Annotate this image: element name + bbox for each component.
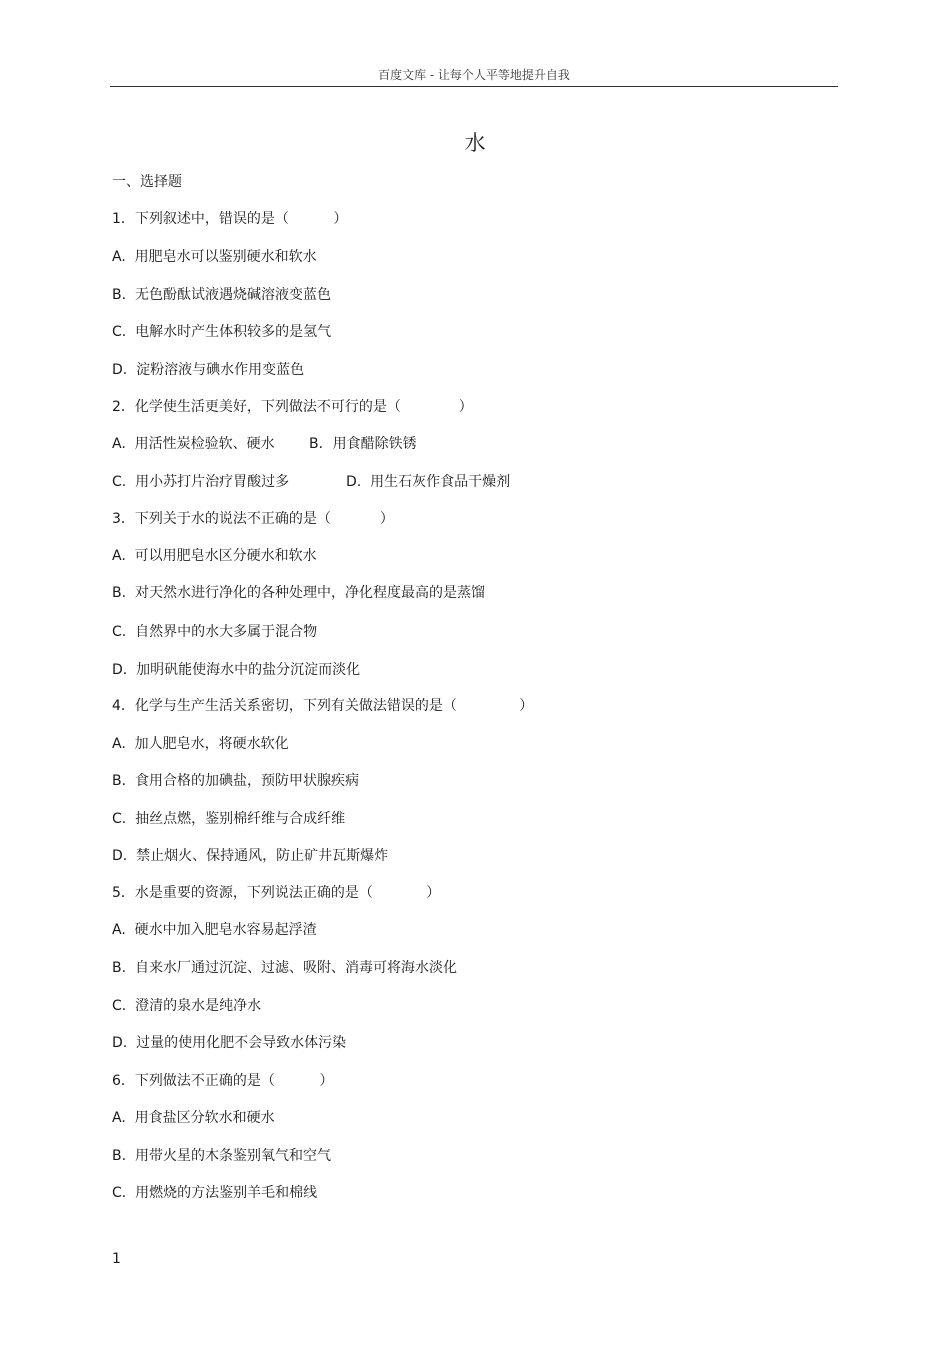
question-1-option-d: D. 淀粉溶液与碘水作用变蓝色 (112, 362, 305, 378)
question-6-option-b: B. 用带火星的木条鉴别氧气和空气 (112, 1148, 331, 1164)
question-1-stem: 1．下列叙述中，错误的是（ ） (112, 211, 348, 227)
question-4-option-b: B. 食用合格的加碘盐，预防甲状腺疾病 (112, 773, 359, 789)
question-5-option-d: D. 过量的使用化肥不会导致水体污染 (112, 1035, 347, 1051)
question-1-option-b: B. 无色酚酞试液遇烧碱溶液变蓝色 (112, 287, 331, 303)
question-3-option-a: A. 可以用肥皂水区分硬水和软水 (112, 548, 317, 564)
question-6-option-c: C. 用燃烧的方法鉴别羊毛和棉线 (112, 1185, 318, 1201)
question-5-option-b: B. 自来水厂通过沉淀、过滤、吸附、消毒可将海水淡化 (112, 960, 457, 976)
question-3-option-c: C. 自然界中的水大多属于混合物 (112, 624, 318, 640)
document-title: 水 (464, 131, 486, 155)
question-5-option-a: A. 硬水中加入肥皂水容易起浮渣 (112, 922, 317, 938)
question-4-option-a: A. 加人肥皂水，将硬水软化 (112, 736, 289, 752)
question-2-option-a: A. 用活性炭检验软、硬水 (112, 436, 275, 452)
question-4-option-d: D. 禁止烟火、保持通风，防止矿井瓦斯爆炸 (112, 848, 389, 864)
question-4-stem: 4．化学与生产生活关系密切，下列有关做法错误的是（ ） (112, 698, 534, 714)
question-3-option-d: D. 加明矾能使海水中的盐分沉淀而淡化 (112, 662, 361, 678)
page-number: 1 (112, 1251, 121, 1267)
question-1-option-c: C. 电解水时产生体积较多的是氢气 (112, 324, 332, 340)
question-2-option-c: C. 用小苏打片治疗胃酸过多 (112, 474, 290, 490)
question-2-option-b: B．用食醋除铁锈 (309, 436, 417, 452)
header-divider (110, 86, 838, 87)
question-1-option-a: A. 用肥皂水可以鉴别硬水和软水 (112, 249, 317, 265)
section-heading: 一、选择题 (112, 174, 182, 190)
question-4-option-c: C. 抽丝点燃，鉴别棉纤维与合成纤维 (112, 811, 346, 827)
question-5-option-c: C. 澄清的泉水是纯净水 (112, 998, 262, 1014)
page-header: 百度文库 - 让每个人平等地提升自我 (378, 68, 570, 82)
question-2-stem: 2．化学使生活更美好，下列做法不可行的是（ ） (112, 399, 473, 415)
question-3-option-b: B. 对天然水进行净化的各种处理中，净化程度最高的是蒸馏 (112, 585, 485, 601)
question-2-option-d: D. 用生石灰作食品干燥剂 (346, 474, 511, 490)
question-5-stem: 5．水是重要的资源，下列说法正确的是（ ） (112, 885, 441, 901)
question-3-stem: 3．下列关于水的说法不正确的是（ ） (112, 511, 394, 527)
question-6-option-a: A. 用食盐区分软水和硬水 (112, 1110, 275, 1126)
question-6-stem: 6．下列做法不正确的是（ ） (112, 1073, 334, 1089)
